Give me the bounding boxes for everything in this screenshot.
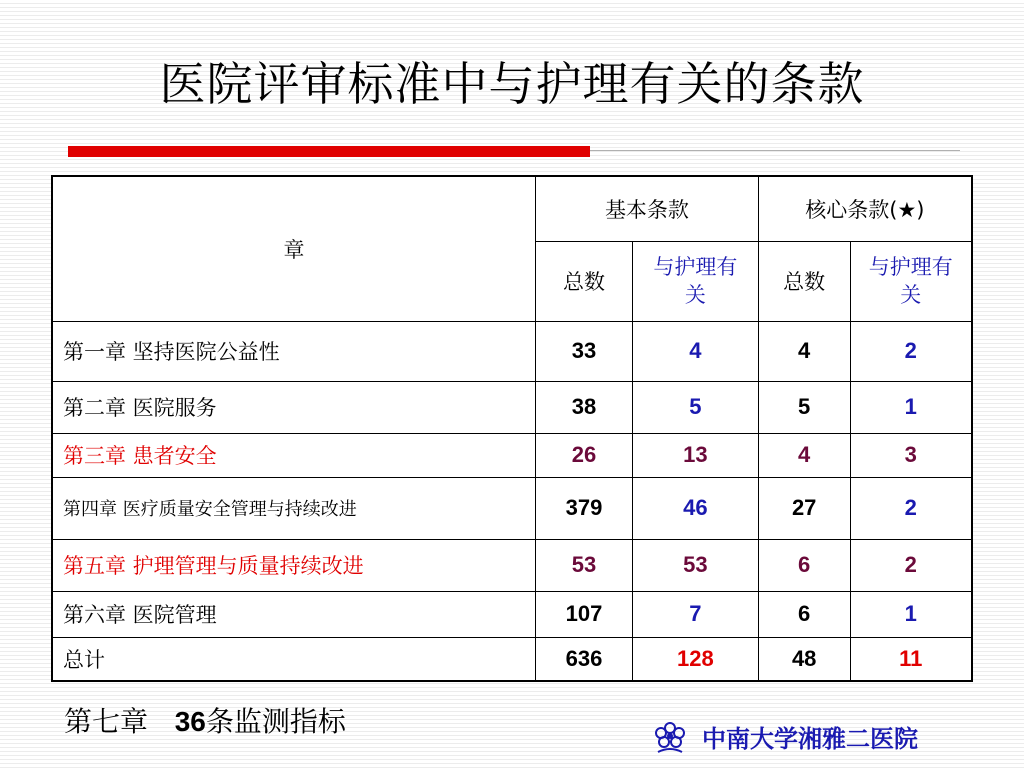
row-core-total: 5	[758, 381, 850, 433]
row-chapter: 第六章 医院管理	[52, 591, 536, 637]
table-row	[52, 591, 972, 637]
row-basic-total: 379	[536, 477, 633, 539]
row-core-nursing: 2	[850, 477, 972, 539]
table-row-total	[52, 637, 972, 681]
row-chapter: 第三章 患者安全	[52, 433, 536, 477]
row-basic-nursing: 46	[632, 477, 758, 539]
row-chapter: 第二章 医院服务	[52, 381, 536, 433]
title-underline-red	[68, 146, 590, 157]
row-core-total: 6	[758, 591, 850, 637]
header-core-clauses: 核心条款(★)	[758, 176, 972, 241]
footnote	[64, 700, 346, 740]
row-core-total: 27	[758, 477, 850, 539]
table-row	[52, 539, 972, 591]
row-basic-total: 636	[536, 637, 633, 681]
row-core-nursing: 2	[850, 321, 972, 381]
row-basic-nursing: 5	[632, 381, 758, 433]
row-core-total: 6	[758, 539, 850, 591]
hospital-name: 中南大学湘雅二医院	[702, 724, 918, 753]
row-basic-nursing: 7	[632, 591, 758, 637]
header-core-nursing: 与护理有关	[850, 241, 972, 321]
footnote-suffix: 条监测指标	[205, 705, 346, 738]
row-basic-nursing: 53	[632, 539, 758, 591]
table-row	[52, 433, 972, 477]
row-chapter: 第五章 护理管理与质量持续改进	[52, 539, 536, 591]
row-basic-total: 33	[536, 321, 633, 381]
row-core-total: 48	[758, 637, 850, 681]
row-basic-nursing: 4	[632, 321, 758, 381]
row-chapter: 总计	[52, 637, 536, 681]
table-row	[52, 477, 972, 539]
row-basic-total: 107	[536, 591, 633, 637]
header-basic-nursing: 与护理有关	[632, 241, 758, 321]
header-core-total: 总数	[758, 241, 850, 321]
flower-emblem-icon	[650, 716, 690, 756]
row-basic-total: 26	[536, 433, 633, 477]
table-row	[52, 381, 972, 433]
header-basic-clauses: 基本条款	[536, 176, 759, 241]
row-chapter: 第四章 医疗质量安全管理与持续改进	[52, 477, 536, 539]
row-core-nursing: 11	[850, 637, 972, 681]
table-row	[52, 321, 972, 381]
row-core-nursing: 2	[850, 539, 972, 591]
row-core-nursing: 3	[850, 433, 972, 477]
row-basic-total: 53	[536, 539, 633, 591]
row-chapter: 第一章 坚持医院公益性	[52, 321, 536, 381]
row-core-nursing: 1	[850, 591, 972, 637]
header-basic-total: 总数	[536, 241, 633, 321]
page-title: 医院评审标准中与护理有关的条款	[159, 57, 865, 111]
row-core-total: 4	[758, 433, 850, 477]
row-basic-nursing: 13	[632, 433, 758, 477]
row-basic-total: 38	[536, 381, 633, 433]
footnote-number: 36	[174, 706, 206, 737]
row-basic-nursing: 128	[632, 637, 758, 681]
row-core-nursing: 1	[850, 381, 972, 433]
header-chapter: 章	[52, 176, 536, 321]
footnote-prefix: 第七章	[64, 705, 175, 738]
row-core-total: 4	[758, 321, 850, 381]
clauses-table	[51, 175, 973, 682]
hospital-logo	[650, 716, 918, 756]
title-underline-grey	[590, 150, 960, 151]
